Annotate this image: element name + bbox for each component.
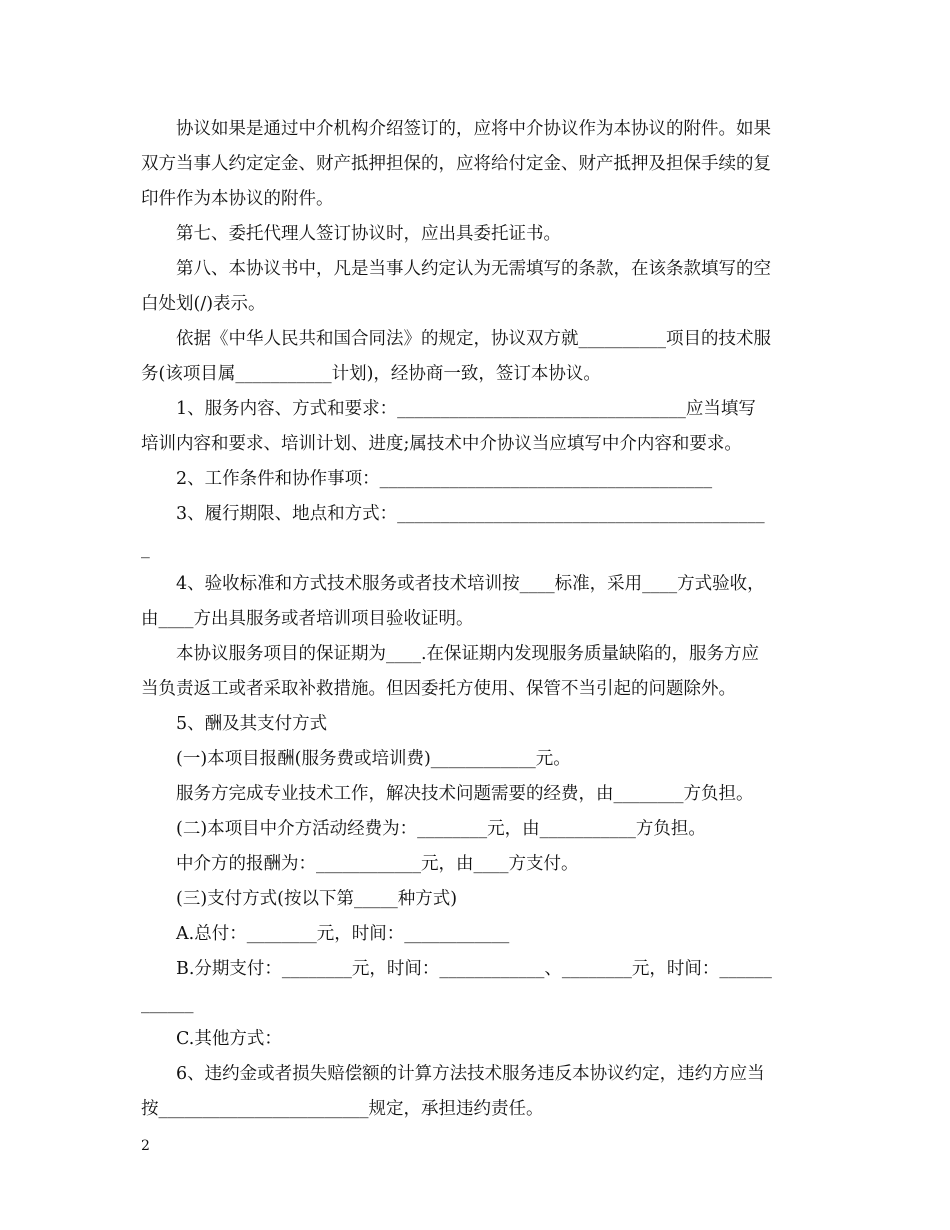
text-line: ______ <box>141 994 194 1014</box>
text-line: 本协议服务项目的保证期为____.在保证期内发现服务质量缺陷的，服务方应 <box>176 644 760 664</box>
text-line: A.总付：________元，时间：____________ <box>176 924 510 944</box>
text-line: C.其他方式： <box>176 1029 282 1049</box>
document-body <box>141 112 813 1127</box>
text-line: 第八、本协议书中，凡是当事人约定认为无需填写的条款，在该条款填写的空 <box>176 259 771 279</box>
text-line: 由____方出具服务或者培训项目验收证明。 <box>141 609 474 629</box>
text-line: 服务方完成专业技术工作，解决技术问题需要的经费，由________方负担。 <box>176 784 754 804</box>
text-line: 印件作为本协议的附件。 <box>141 189 334 209</box>
text-line: 培训内容和要求、培训计划、进度;属技术中介协议当应填写中介内容和要求。 <box>141 434 742 454</box>
text-line: 3、履行期限、地点和方式：__________________________________________ <box>176 504 765 524</box>
text-line: 协议如果是通过中介机构介绍签订的，应将中介协议作为本协议的附件。如果 <box>176 119 771 139</box>
text-line: 第七、委托代理人签订协议时，应出具委托证书。 <box>176 224 561 244</box>
text-line: 白处划(/)表示。 <box>141 294 266 314</box>
text-line: 双方当事人约定定金、财产抵押担保的，应将给付定金、财产抵押及担保手续的复 <box>141 154 771 174</box>
text-line: 按________________________规定，承担违约责任。 <box>141 1099 544 1119</box>
text-line: _ <box>141 539 150 559</box>
text-line: 6、违约金或者损失赔偿额的计算方法技术服务违反本协议约定，违约方应当 <box>176 1064 765 1084</box>
text-line: 4、验收标准和方式技术服务或者技术培训按____标准，采用____方式验收， <box>176 574 765 594</box>
page-number: 2 <box>141 1138 150 1154</box>
text-line: 2、工作条件和协作事项：______________________________________ <box>176 469 713 489</box>
text-line: 中介方的报酬为：____________元，由____方支付。 <box>176 854 579 874</box>
text-line: (三)支付方式(按以下第_____种方式) <box>176 889 458 909</box>
text-line: (一)本项目报酬(服务费或培训费)____________元。 <box>176 749 571 769</box>
text-line: B.分期支付：________元，时间：____________、________元，时间：______ <box>176 959 772 979</box>
text-line: 5、酬及其支付方式 <box>176 714 328 734</box>
text-line: 务(该项目属___________计划)，经协商一致，签订本协议。 <box>141 364 601 384</box>
text-line: 依据《中华人民共和国合同法》的规定，协议双方就__________项目的技术服 <box>176 329 771 349</box>
text-line: 当负责返工或者采取补救措施。但因委托方使用、保管不当引起的问题除外。 <box>141 679 736 699</box>
text-line: (二)本项目中介方活动经费为：________元，由___________方负担。 <box>176 819 706 839</box>
text-line: 1、服务内容、方式和要求：_________________________________应当填写 <box>176 399 756 419</box>
